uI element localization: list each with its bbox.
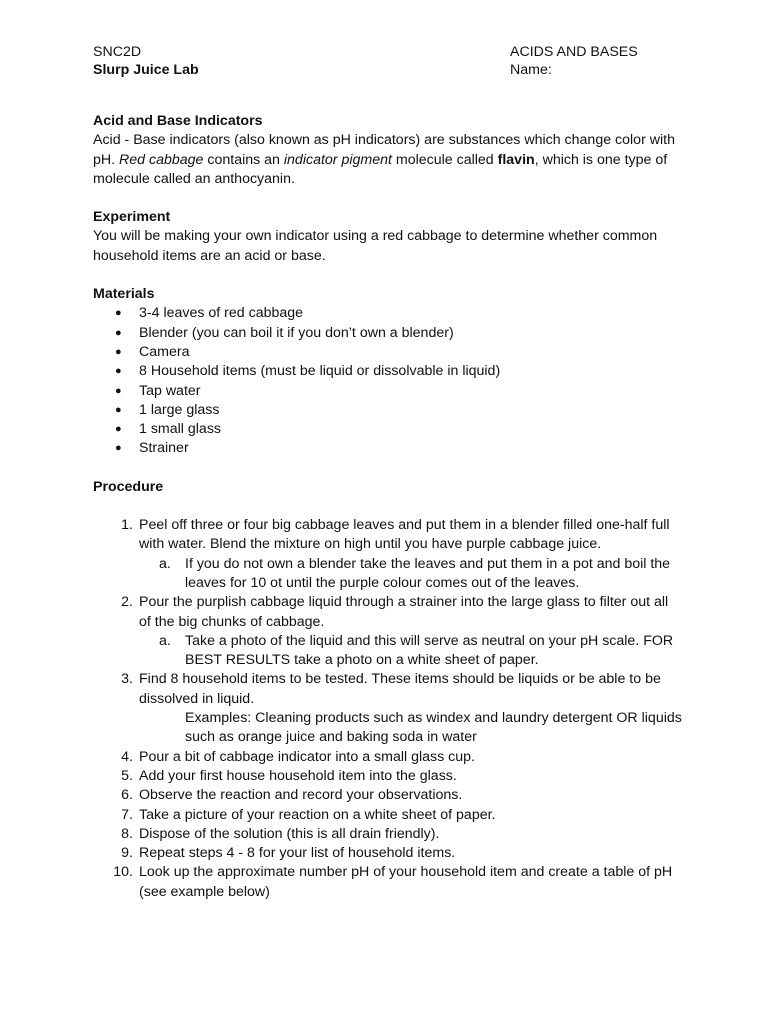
list-item: ● Camera <box>115 343 190 360</box>
intro-text-2: contains an <box>203 151 284 168</box>
header-right <box>510 43 638 79</box>
list-item: ● Strainer <box>115 440 189 457</box>
procedure-step: 5. Add your first house household item into the glass. <box>121 767 457 784</box>
intro-red-cabbage: Red cabbage <box>119 151 204 168</box>
procedure-step: 10. Look up the approximate number pH of your household item and create a table of pH (see example below) <box>113 864 673 900</box>
intro-flavin: flavin <box>497 151 535 168</box>
list-item: ● 3-4 leaves of red cabbage <box>115 305 304 322</box>
procedure-step: 4. Pour a bit of cabbage indicator into a small glass cup. <box>121 748 475 765</box>
procedure-heading: Procedure <box>93 478 164 495</box>
experiment-heading: Experiment <box>93 209 171 226</box>
name-label: Name: <box>510 62 552 78</box>
procedure-substep: a. If you do not own a blender take the leaves and put them in a pot and boil the leaves for 10 ot until the purple colour comes out of the leaves. <box>159 555 671 591</box>
procedure-examples: Examples: Cleaning products such as windex and laundry detergent OR liquids such as orange juice and baking soda in water <box>185 710 682 746</box>
materials-heading: Materials <box>93 286 155 303</box>
list-item: ● Tap water <box>115 382 201 399</box>
procedure-step: 8. Dispose of the solution (this is all drain friendly). <box>121 825 440 842</box>
materials-list <box>93 304 683 458</box>
lab-title: Slurp Juice Lab <box>93 62 199 78</box>
intro-text-1: Acid - Base indicators (also known as pH indicators) are substances which change color with pH. <box>93 132 675 168</box>
procedure-list <box>93 516 683 902</box>
intro-heading: Acid and Base Indicators <box>93 113 263 129</box>
document-body <box>93 112 683 902</box>
procedure-step: 7. Take a picture of your reaction on a white sheet of paper. <box>121 806 496 823</box>
intro-paragraph <box>93 131 683 189</box>
header-left <box>93 43 199 79</box>
procedure-step: 2. Pour the purplish cabbage liquid through a strainer into the large glass to filter out all of the big chunks of cabbage. <box>121 594 669 630</box>
intro-text-4: , which is one type of molecule called an anthocyanin. <box>93 151 668 187</box>
procedure-substep: a. Take a photo of the liquid and this will serve as neutral on your pH scale. FOR BEST RESULTS take a photo on a white sheet of paper. <box>159 632 674 669</box>
list-item: ● Blender (you can boil it if you don’t own a blender) <box>115 324 454 341</box>
procedure-step: 1. Peel off three or four big cabbage leaves and put them in a blender filled one-half full with water. Blend the mixture on high until you have purple cabbage juice. <box>121 517 670 553</box>
procedure-step: 6. Observe the reaction and record your observations. <box>121 787 463 804</box>
intro-indicator-pigment: indicator pigment <box>283 151 392 168</box>
list-item: ● 1 large glass <box>115 401 220 418</box>
procedure-step: 3. Find 8 household items to be tested. These items should be liquids or be able to be dissolved in liquid. <box>121 671 661 707</box>
intro-text-3: molecule called <box>391 151 498 168</box>
list-item: ● 8 Household items (must be liquid or dissolvable in liquid) <box>115 363 501 380</box>
experiment-paragraph: You will be making your own indicator using a red cabbage to determine whether common household items are an acid or base. <box>93 228 658 264</box>
list-item: ● 1 small glass <box>115 421 222 438</box>
unit-title: ACIDS AND BASES <box>510 44 638 60</box>
course-code: SNC2D <box>93 44 142 60</box>
procedure-step: 9. Repeat steps 4 - 8 for your list of household items. <box>121 845 456 862</box>
